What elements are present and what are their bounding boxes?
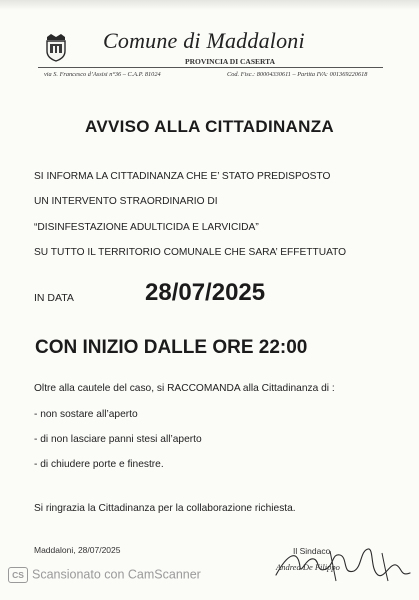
notice-line: “DISINFESTAZIONE ADULTICIDA E LARVICIDA” [34, 222, 259, 233]
start-time-heading: CON INIZIO DALLE ORE 22:00 [35, 337, 308, 358]
camscanner-watermark [8, 567, 201, 583]
place-and-date: Maddaloni, 28/07/2025 [34, 545, 121, 555]
signer-name: Andrea De Filippo [276, 562, 340, 572]
province-name: PROVINCIA DI CASERTA [185, 57, 276, 66]
fiscal-codes: Cod. Fisc.: 80004330611 – Partita IVA: 001369220618 [227, 71, 368, 78]
header-divider [38, 67, 383, 68]
notice-line: UN INTERVENTO STRAORDINARIO DI [34, 196, 218, 207]
date-label: IN DATA [34, 292, 74, 304]
notice-line: SU TUTTO IL TERRITORIO COMUNALE CHE SARA’ EFFETTUATO [34, 247, 347, 258]
recommendation-item: - di chiudere porte e finestre. [34, 459, 164, 470]
recommendation-item: - di non lasciare panni stesi all’aperto [34, 434, 202, 445]
municipal-crest-icon [44, 32, 68, 62]
signer-role: Il Sindaco [293, 546, 331, 556]
scan-edge-shadow [0, 0, 419, 10]
municipality-name: Comune di Maddaloni [103, 28, 305, 53]
intervention-date: 28/07/2025 [145, 279, 266, 306]
camscanner-text: Scansionato con CamScanner [32, 567, 201, 582]
handwritten-signature [270, 545, 416, 585]
recommendation-intro: Oltre alla cautele del caso, si RACCOMANDA alla Cittadinanza di : [34, 383, 335, 394]
recommendation-item: - non sostare all’aperto [34, 409, 138, 420]
municipality-address: via S. Francesco d’Assisi n°36 – C.A.P. 81024 [44, 71, 161, 78]
camscanner-logo-icon: CS [8, 567, 28, 583]
thanks-line: Si ringrazia la Cittadinanza per la collaborazione richiesta. [34, 503, 296, 514]
notice-line: SI INFORMA LA CITTADINANZA CHE E’ STATO PREDISPOSTO [34, 171, 331, 182]
notice-title: AVVISO ALLA CITTADINANZA [85, 117, 334, 136]
